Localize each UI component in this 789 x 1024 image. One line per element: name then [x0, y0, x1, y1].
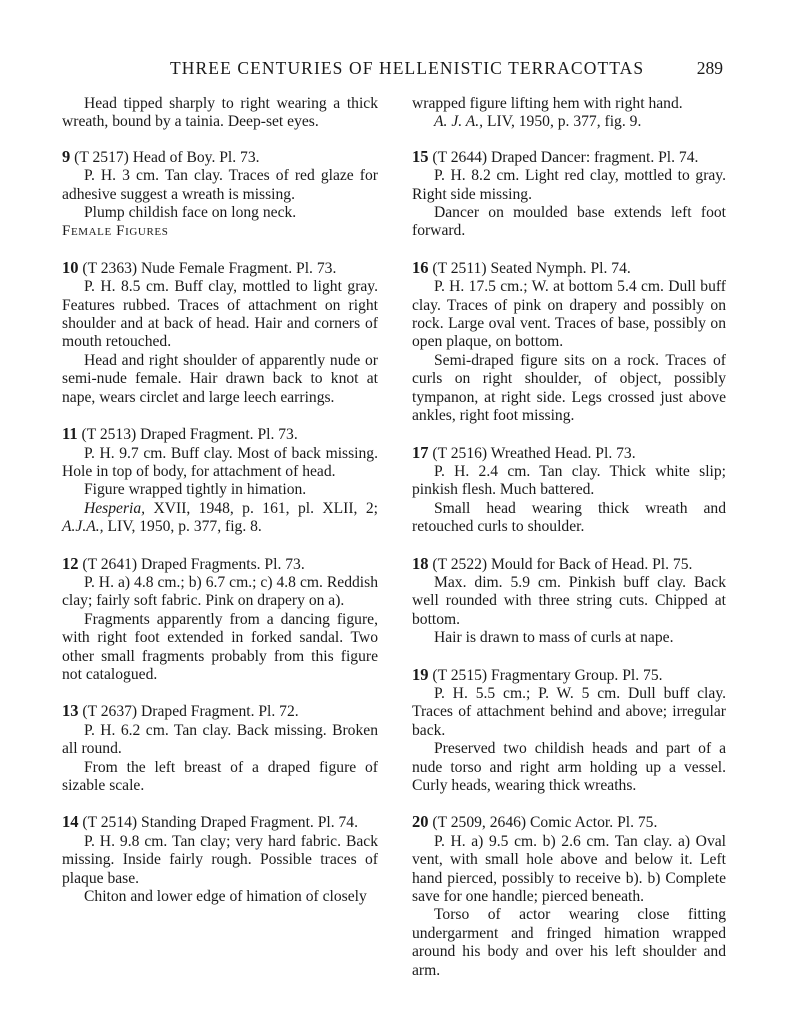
entry-heading [62, 813, 378, 832]
entry-description: P. H. 8.2 cm. Light red clay, mottled to gray. Right side missing. [412, 167, 726, 203]
entry-description: Head and right shoulder of apparently nude or semi-nude female. Hair drawn back to knot at nape, wears circlet and large leech earrings. [62, 351, 378, 406]
entry-title: (T 2513) Draped Fragment. Pl. 73. [81, 426, 298, 444]
catalogue-entry-11 [62, 425, 378, 536]
running-title: THREE CENTURIES OF HELLENISTIC TERRACOTTAS [170, 58, 645, 78]
entry-description: Max. dim. 5.9 cm. Pinkish buff clay. Back well rounded with three string cuts. Chipped at bottom. [412, 573, 726, 628]
carryover-paragraph: Head tipped sharply to right wearing a thick wreath, bound by a tainia. Deep-set eyes. [62, 95, 378, 131]
entry-title: (T 2644) Draped Dancer: fragment. Pl. 74. [432, 148, 699, 166]
catalogue-entry-20 [412, 813, 726, 980]
entry-description: Torso of actor wearing close fitting undergarment and fringed himation wrapped around his body and over his left shoulder and arm. [412, 906, 726, 979]
entry-description: P. H. 9.7 cm. Buff clay. Most of back missing. Hole in top of body, for attachment of head. [62, 444, 378, 480]
entry-description: P. H. 3 cm. Tan clay. Traces of red glaze for adhesive suggest a wreath is missing. [62, 167, 378, 203]
entry-title: (T 2515) Fragmentary Group. Pl. 75. [432, 666, 663, 684]
bibliography-reference [62, 500, 378, 537]
catalogue-entry-17 [412, 444, 726, 537]
entry-heading [412, 666, 726, 685]
entry-title: (T 2511) Seated Nymph. Pl. 74. [432, 259, 631, 277]
page-number: 289 [696, 58, 723, 78]
catalogue-entry-12 [62, 555, 378, 685]
entry-description: Fragments apparently from a dancing figure, with right foot extended in forked sandal. Two other small fragments probably from this figure not catalogued. [62, 610, 378, 683]
entry-description: P. H. 6.2 cm. Tan clay. Back missing. Broken all round. [62, 721, 378, 758]
journal-title: A. J. A., [434, 113, 484, 131]
entry-heading [62, 555, 378, 574]
catalogue-entry-9 [62, 148, 378, 223]
entry-description: P. H. a) 4.8 cm.; b) 6.7 cm.; c) 4.8 cm. Reddish clay; fairly soft fabric. Pink on drapery on a). [62, 573, 378, 610]
entry-description: P. H. 17.5 cm.; W. at bottom 5.4 cm. Dull buff clay. Traces of pink on drapery and possibly on rock. Large oval vent. Traces of base, possibly on open plaque, on bottom. [412, 278, 726, 351]
entry-heading [62, 259, 378, 278]
entry-description: Preserved two childish heads and part of a nude torso and right arm holding up a vessel. Curly heads, wearing thick wreaths. [412, 740, 726, 794]
right-column [412, 95, 726, 980]
citation: XVII, 1948, p. 161, pl. XLII, 2; [145, 499, 378, 517]
entry-number: 20 [412, 812, 429, 832]
entry-description: Figure wrapped tightly in himation. [84, 481, 307, 499]
journal-title: A.J.A., [62, 518, 104, 536]
entry-heading [62, 425, 378, 444]
left-column [62, 95, 378, 906]
entry-title: (T 2516) Wreathed Head. Pl. 73. [432, 444, 636, 462]
catalogue-entry-14 [62, 813, 378, 906]
entry-number: 12 [62, 553, 79, 573]
entry-title: (T 2522) Mould for Back of Head. Pl. 75. [432, 555, 693, 573]
entry-description: Chiton and lower edge of himation of closely [84, 888, 367, 906]
entry-number: 9 [62, 146, 71, 166]
entry-description: P. H. 8.5 cm. Buff clay, mottled to light gray. Features rubbed. Traces of attachment on right shoulder and at back of head. Hair and corners of mouth retouched. [62, 278, 378, 351]
journal-title: Hesperia, [84, 499, 146, 517]
catalogue-entry-16 [412, 259, 726, 426]
entry-description: P. H. 2.4 cm. Tan clay. Thick white slip; pinkish flesh. Much battered. [412, 462, 726, 499]
bibliography-reference [412, 113, 726, 131]
entry-title: (T 2517) Head of Boy. Pl. 73. [74, 148, 260, 166]
catalogue-entry-10 [62, 259, 378, 407]
entry-heading [412, 148, 726, 167]
entry-description: P. H. a) 9.5 cm. b) 2.6 cm. Tan clay. a) Oval vent, with small hole above and below it. Left hand pierced, possibly to receive b). b) Complete save for one handle; pierced beneath. [412, 832, 726, 906]
entry-number: 10 [62, 257, 79, 277]
entry-number: 11 [62, 424, 78, 444]
entry-heading [412, 555, 726, 574]
entry-description: Small head wearing thick wreath and retouched curls to shoulder. [412, 499, 726, 536]
entry-heading [62, 702, 378, 721]
entry-description: P. H. 5.5 cm.; P. W. 5 cm. Dull buff clay. Traces of attachment behind and above; irregular back. [412, 684, 726, 739]
catalogue-entry-19 [412, 666, 726, 796]
entry-number: 19 [412, 664, 429, 684]
entry-description: P. H. 9.8 cm. Tan clay; very hard fabric. Back missing. Inside fairly rough. Possible traces of plaque base. [62, 832, 378, 887]
entry-description: Dancer on moulded base extends left foot forward. [412, 204, 726, 240]
carryover-paragraph: wrapped figure lifting hem with right hand. [412, 95, 683, 112]
entry-number: 14 [62, 812, 79, 832]
entry-description: Semi-draped figure sits on a rock. Traces of curls on right shoulder, of object, possibly tympanon, at right side. Legs crossed just above ankles, right foot missing. [412, 351, 726, 425]
citation: LIV, 1950, p. 377, fig. 8. [103, 518, 262, 536]
entry-title: (T 2637) Draped Fragment. Pl. 72. [82, 703, 299, 721]
entry-number: 18 [412, 553, 429, 573]
entry-heading [412, 813, 726, 832]
entry-number: 17 [412, 442, 429, 462]
entry-title: (T 2509, 2646) Comic Actor. Pl. 75. [432, 814, 658, 832]
entry-heading [62, 148, 378, 167]
entry-heading [412, 444, 726, 463]
entry-title: (T 2641) Draped Fragments. Pl. 73. [82, 555, 305, 573]
entry-description: From the left breast of a draped figure of sizable scale. [62, 758, 378, 794]
entry-title: (T 2363) Nude Female Fragment. Pl. 73. [82, 259, 337, 277]
catalogue-entry-15 [412, 148, 726, 241]
entry-description: Hair is drawn to mass of curls at nape. [434, 629, 674, 647]
entry-title: (T 2514) Standing Draped Fragment. Pl. 74. [82, 814, 359, 832]
page-header [0, 58, 789, 80]
entry-number: 16 [412, 257, 429, 277]
section-heading: Female Figures [62, 223, 169, 240]
entry-number: 15 [412, 146, 429, 166]
entry-number: 13 [62, 701, 79, 721]
citation: LIV, 1950, p. 377, fig. 9. [483, 113, 642, 131]
entry-description: Plump childish face on long neck. [84, 204, 297, 222]
entry-heading [412, 259, 726, 278]
catalogue-entry-18 [412, 555, 726, 648]
catalogue-entry-13 [62, 702, 378, 795]
